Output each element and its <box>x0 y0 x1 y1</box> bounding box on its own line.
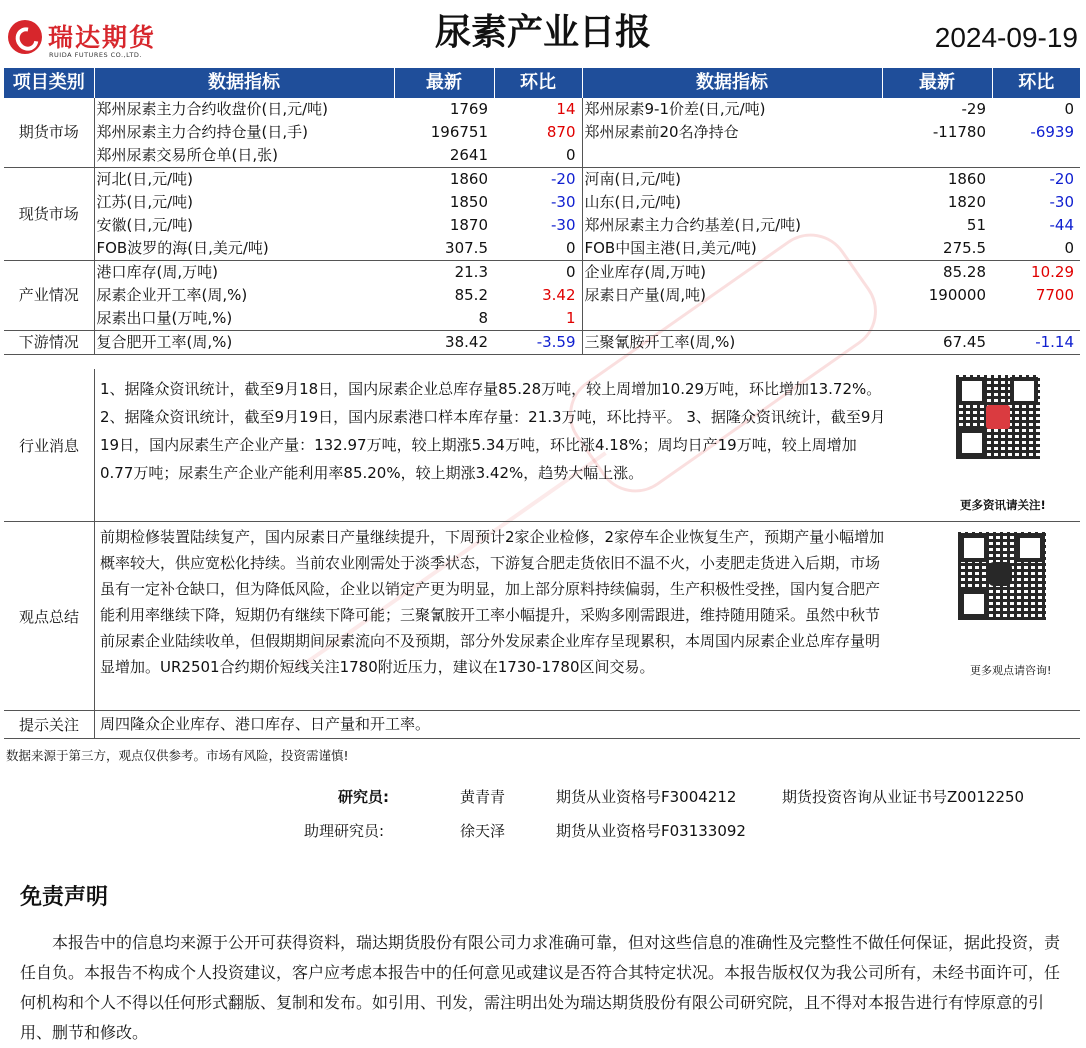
tips-text: 周四隆众企业库存、港口库存、日产量和开工率。 <box>100 715 431 733</box>
change-value-left: 1 <box>494 307 582 331</box>
change-value-right: -44 <box>1049 216 1074 234</box>
indicator-name-left: 江苏(日,元/吨) <box>96 193 194 211</box>
indicator-name-right <box>582 307 882 331</box>
industry-news-section <box>4 369 1080 522</box>
qr-code-icon <box>956 375 1040 459</box>
header-indicator-right: 数据指标 <box>582 68 882 98</box>
view-summary-section <box>4 522 1080 711</box>
category-cell: 下游情况 <box>4 331 94 355</box>
assistant-researcher-title: 助理研究员: <box>304 822 385 840</box>
header-category: 项目类别 <box>4 68 94 98</box>
indicator-name-left: 尿素企业开工率(周,%) <box>96 286 248 304</box>
latest-value-right <box>882 307 992 331</box>
latest-value-left: 2641 <box>394 144 494 168</box>
indicator-name-left: 尿素出口量(万吨,%) <box>94 307 394 331</box>
latest-value-right: 1860 <box>947 170 986 188</box>
change-value-left: 0 <box>565 263 576 281</box>
indicator-name-left: 郑州尿素主力合约收盘价(日,元/吨) <box>96 100 329 118</box>
change-value-right <box>992 307 1080 331</box>
change-value-left: -30 <box>551 216 576 234</box>
latest-value-left: 85.2 <box>454 286 488 304</box>
latest-value-left: 307.5 <box>394 237 494 261</box>
indicator-name-left: FOB波罗的海(日,美元/吨) <box>94 237 394 261</box>
indicator-name-right: 山东(日,元/吨) <box>582 191 882 214</box>
latest-value-left: 1850 <box>449 193 488 211</box>
header-latest-right: 最新 <box>882 68 992 98</box>
change-value-right: -30 <box>1049 193 1074 211</box>
header-indicator-left: 数据指标 <box>94 68 394 98</box>
indicator-name-right: 郑州尿素9-1价差(日,元/吨) <box>582 98 882 121</box>
category-cell: 产业情况 <box>4 261 94 331</box>
view-text: 前期检修装置陆续复产，国内尿素日产量继续提升，下周预计2家企业检修，2家停车企业恢复生产，预期产量小幅增加概率较大，供应宽松化持续。当前农业刚需处于淡季状态，下游复合肥走货依旧不温不火，小麦肥走货进入后期，市场虽有一定补仓缺口，但为降低风险，企业以销定产更为明显，加上部分原料持续偏弱，生产积极性受挫，国内复合肥产能利用率继续下降，短期仍有继续下降可能；三聚氰胺开工率小幅提升，采购多刚需跟进，维持随用随采。虽然中秋节前尿素企业陆续收单，但假期期间尿素流向不及预期，部分外发尿素企业库存呈现累积，本周国内尿素企业总库存量明显增加。UR2501合约期价短线关注1780附近压力，建议在1730-1780区间交易。 <box>100 528 885 676</box>
indicator-name-right: 郑州尿素主力合约基差(日,元/吨) <box>582 214 882 237</box>
indicator-table <box>4 68 1080 355</box>
wechat-qr-code-icon <box>958 532 1046 620</box>
change-value-left: -20 <box>551 170 576 188</box>
change-value-left: 14 <box>556 100 576 118</box>
news-qr-caption: 更多资讯请关注! <box>960 498 1046 512</box>
table-body <box>4 98 1080 355</box>
table-row <box>4 261 1080 285</box>
tips-label: 提示关注 <box>4 711 95 738</box>
change-value-left: 870 <box>546 123 576 141</box>
indicator-name-left: 安徽(日,元/吨) <box>96 216 194 234</box>
indicator-name-right: 郑州尿素前20名净持仓 <box>582 121 882 144</box>
disclaimer-text: 本报告中的信息均来源于公开可获得资料，瑞达期货股份有限公司力求准确可靠，但对这些信息的准确性及完整性不做任何保证，据此投资，责任自负。本报告不构成个人投资建议，客户应考虑本报告中的任何意见或建议是否符合其特定状况。本报告版权仅为我公司所有，未经书面许可，任何机构和个人不得以任何形式翻版、复制和发布。如引用、刊发，需注明出处为瑞达期货股份有限公司研究院，且不得对本报告进行有悖原意的引用、删节和修改。 <box>20 933 1061 1042</box>
report-date: 2024-09-19 <box>934 22 1078 53</box>
latest-value-right: 275.5 <box>882 237 992 261</box>
logo-subtext: RUIDA FUTURES CO.,LTD. <box>49 51 142 59</box>
latest-value-left: 1870 <box>449 216 488 234</box>
indicator-name-right <box>582 144 882 168</box>
latest-value-right: 85.28 <box>943 263 986 281</box>
change-value-right: 10.29 <box>1031 263 1074 281</box>
data-source-note: 数据来源于第三方，观点仅供参考。市场有风险，投资需谨慎! <box>6 748 349 763</box>
indicator-name-right: 企业库存(周,万吨) <box>582 261 882 285</box>
table-row <box>4 168 1080 192</box>
latest-value-right: 1820 <box>947 193 986 211</box>
indicator-name-right: 尿素日产量(周,吨) <box>582 284 882 307</box>
indicator-name-right: FOB中国主港(日,美元/吨) <box>582 237 882 261</box>
logo-text: 瑞达期货 <box>48 23 157 52</box>
latest-value-left: 21.3 <box>454 263 488 281</box>
report-title: 尿素产业日报 <box>434 12 651 53</box>
indicator-name-left: 河北(日,元/吨) <box>96 170 194 188</box>
indicator-name-left: 复合肥开工率(周,%) <box>94 331 394 355</box>
indicator-name-left: 郑州尿素交易所仓单(日,张) <box>94 144 394 168</box>
report-header <box>0 0 1086 66</box>
change-value-right: -6939 <box>1030 123 1074 141</box>
researcher-name: 黄青青 <box>460 788 506 806</box>
assistant-researcher-cert: 期货从业资格号F03133092 <box>556 822 746 840</box>
table-row <box>4 121 1080 144</box>
latest-value-right: 51 <box>966 216 986 234</box>
header-latest-left: 最新 <box>394 68 494 98</box>
view-qr-caption: 更多观点请咨询! <box>970 664 1052 677</box>
latest-value-left: 8 <box>394 307 494 331</box>
change-value-right: 0 <box>992 237 1080 261</box>
header-change-left: 环比 <box>494 68 582 98</box>
change-value-right: -20 <box>1049 170 1074 188</box>
assistant-researcher-name: 徐天泽 <box>460 822 506 840</box>
researcher-cert-1: 期货从业资格号F3004212 <box>556 788 737 806</box>
change-value-right: 7700 <box>1035 286 1074 304</box>
table-row <box>4 284 1080 307</box>
category-cell: 期货市场 <box>4 98 94 168</box>
change-value-left: -30 <box>551 193 576 211</box>
table-row <box>4 191 1080 214</box>
change-value-left: -3.59 <box>494 331 582 355</box>
researcher-cert-2: 期货投资咨询从业证书号Z0012250 <box>782 788 1025 806</box>
latest-value-right: -29 <box>961 100 986 118</box>
news-label: 行业消息 <box>4 369 95 521</box>
latest-value-left: 38.42 <box>394 331 494 355</box>
latest-value-left: 1860 <box>449 170 488 188</box>
table-row <box>4 144 1080 168</box>
table-header-row <box>4 68 1080 98</box>
latest-value-right: -11780 <box>932 123 986 141</box>
change-value-left: 0 <box>494 144 582 168</box>
category-cell: 现货市场 <box>4 168 94 261</box>
indicator-name-right: 三聚氰胺开工率(周,%) <box>582 331 882 355</box>
change-value-right <box>992 144 1080 168</box>
table-row <box>4 214 1080 237</box>
change-value-right: 0 <box>1064 100 1074 118</box>
latest-value-left: 196751 <box>430 123 488 141</box>
change-value-right: -1.14 <box>992 331 1080 355</box>
latest-value-left: 1769 <box>449 100 488 118</box>
table-row <box>4 98 1080 121</box>
view-label: 观点总结 <box>4 522 95 710</box>
latest-value-right <box>882 144 992 168</box>
tips-section <box>4 711 1080 739</box>
researcher-title: 研究员: <box>338 788 389 806</box>
disclaimer-title: 免责声明 <box>20 885 109 910</box>
latest-value-right: 67.45 <box>882 331 992 355</box>
change-value-left: 3.42 <box>542 286 576 304</box>
indicator-name-right: 河南(日,元/吨) <box>582 168 882 192</box>
indicator-name-left: 郑州尿素主力合约持仓量(日,手) <box>96 123 308 141</box>
header-change-right: 环比 <box>992 68 1080 98</box>
news-text: 1、据隆众资讯统计，截至9月18日，国内尿素企业总库存量85.28万吨，较上周增加10.29万吨，环比增加13.72%。 2、据隆众资讯统计，截至9月19日，国内尿素港口样本库存量：21.3万吨，环比持平。 3、据隆众资讯统计，截至9月19日，国内尿素生产企业产量：132.97万吨，较上期涨5.34万吨，环比涨4.18%；周均日产19万吨，较上周增加0.77万吨；尿素生产企业产能利用率85.20%，较上期涨3.42%，趋势大幅上涨。 <box>100 380 886 482</box>
table-row <box>4 307 1080 331</box>
indicator-name-left: 港口库存(周,万吨) <box>96 263 218 281</box>
table-row <box>4 331 1080 355</box>
table-row <box>4 237 1080 261</box>
latest-value-right: 190000 <box>928 286 986 304</box>
change-value-left: 0 <box>494 237 582 261</box>
